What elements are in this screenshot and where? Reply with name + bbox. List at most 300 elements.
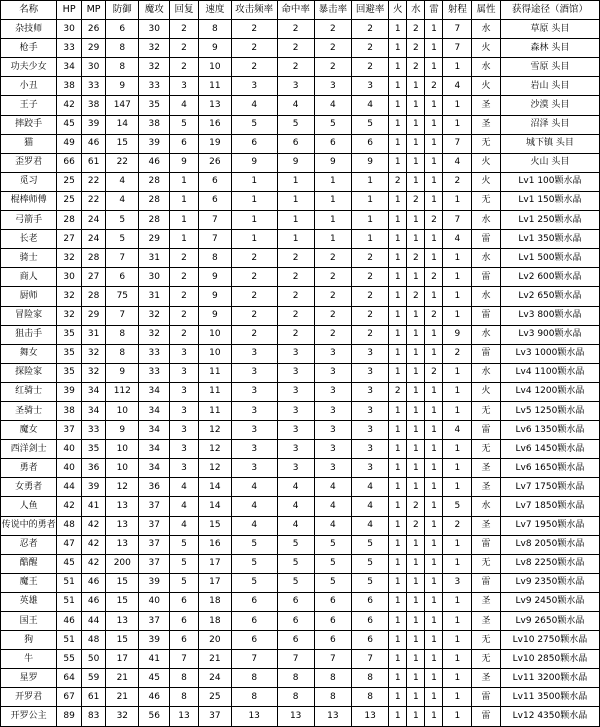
cell-acquisition: Lv1 250颗水晶: [500, 211, 599, 230]
cell-range: 5: [443, 497, 472, 516]
column-header-defense: 防御: [106, 1, 139, 20]
cell-attack-rate: 6: [231, 612, 277, 631]
cell-crit-rate: 13: [314, 707, 351, 726]
cell-acquisition: 城下镇 头目: [500, 134, 599, 153]
cell-fire: 1: [389, 688, 407, 707]
cell-attack-rate: 1: [231, 211, 277, 230]
cell-range: 1: [443, 382, 472, 401]
table-row: [1, 554, 600, 573]
cell-attack-rate: 2: [231, 39, 277, 58]
cell-name: 冒险家: [1, 306, 57, 325]
cell-thunder: 1: [425, 344, 443, 363]
cell-evade-rate: 13: [352, 707, 389, 726]
cell-defense: 9: [106, 77, 139, 96]
cell-thunder: 1: [425, 631, 443, 650]
cell-speed: 10: [198, 325, 231, 344]
cell-mp: 39: [81, 478, 105, 497]
cell-magic-attack: 33: [139, 363, 170, 382]
cell-mp: 41: [81, 497, 105, 516]
cell-defense: 13: [106, 612, 139, 631]
cell-thunder: 1: [425, 191, 443, 210]
cell-name: 国王: [1, 612, 57, 631]
column-header-hp: HP: [57, 1, 81, 20]
cell-evade-rate: 2: [352, 20, 389, 39]
cell-acquisition: Lv2 600颗水晶: [500, 268, 599, 287]
cell-speed: 11: [198, 77, 231, 96]
cell-evade-rate: 1: [352, 230, 389, 249]
cell-magic-attack: 34: [139, 382, 170, 401]
cell-speed: 17: [198, 573, 231, 592]
cell-hit-rate: 3: [277, 363, 314, 382]
cell-acquisition: Lv2 650颗水晶: [500, 287, 599, 306]
cell-fire: 1: [389, 440, 407, 459]
cell-hit-rate: 9: [277, 153, 314, 172]
cell-acquisition: Lv4 1200颗水晶: [500, 382, 599, 401]
cell-hit-rate: 2: [277, 306, 314, 325]
table-row: [1, 134, 600, 153]
column-header-range: 射程: [443, 1, 472, 20]
cell-evade-rate: 3: [352, 382, 389, 401]
cell-hp: 30: [57, 20, 81, 39]
cell-thunder: 1: [425, 554, 443, 573]
cell-defense: 15: [106, 134, 139, 153]
cell-evade-rate: 3: [352, 344, 389, 363]
cell-range: 1: [443, 440, 472, 459]
cell-recovery: 4: [170, 497, 199, 516]
cell-recovery: 3: [170, 421, 199, 440]
cell-range: 4: [443, 77, 472, 96]
cell-hit-rate: 4: [277, 478, 314, 497]
cell-name: 人鱼: [1, 497, 57, 516]
cell-water: 1: [407, 230, 425, 249]
table-header: [1, 1, 600, 20]
table-row: [1, 96, 600, 115]
cell-attack-rate: 1: [231, 191, 277, 210]
cell-range: 1: [443, 115, 472, 134]
cell-name: 狙击手: [1, 325, 57, 344]
cell-defense: 15: [106, 631, 139, 650]
cell-attribute: 无: [472, 134, 501, 153]
cell-recovery: 9: [170, 153, 199, 172]
cell-speed: 9: [198, 268, 231, 287]
cell-hp: 35: [57, 363, 81, 382]
cell-speed: 12: [198, 440, 231, 459]
cell-magic-attack: 36: [139, 478, 170, 497]
cell-recovery: 3: [170, 77, 199, 96]
cell-speed: 25: [198, 688, 231, 707]
cell-hit-rate: 2: [277, 58, 314, 77]
cell-attack-rate: 2: [231, 58, 277, 77]
cell-fire: 1: [389, 96, 407, 115]
cell-range: 9: [443, 325, 472, 344]
cell-mp: 48: [81, 631, 105, 650]
cell-acquisition: 草原 头目: [500, 20, 599, 39]
cell-hp: 38: [57, 401, 81, 420]
cell-attack-rate: 3: [231, 401, 277, 420]
cell-fire: 1: [389, 20, 407, 39]
cell-magic-attack: 46: [139, 153, 170, 172]
cell-defense: 21: [106, 669, 139, 688]
column-header-attack-rate: 攻击频率: [231, 1, 277, 20]
column-header-magic-attack: 魔攻: [139, 1, 170, 20]
cell-attribute: 水: [472, 325, 501, 344]
cell-speed: 20: [198, 631, 231, 650]
cell-hp: 25: [57, 191, 81, 210]
cell-hit-rate: 1: [277, 211, 314, 230]
cell-hit-rate: 2: [277, 39, 314, 58]
cell-range: 7: [443, 134, 472, 153]
cell-water: 1: [407, 535, 425, 554]
cell-recovery: 13: [170, 707, 199, 726]
cell-thunder: 1: [425, 573, 443, 592]
cell-hp: 42: [57, 497, 81, 516]
cell-mp: 36: [81, 459, 105, 478]
cell-hit-rate: 6: [277, 592, 314, 611]
cell-speed: 10: [198, 58, 231, 77]
cell-fire: 1: [389, 478, 407, 497]
cell-attack-rate: 5: [231, 573, 277, 592]
cell-magic-attack: 32: [139, 58, 170, 77]
cell-crit-rate: 2: [314, 58, 351, 77]
cell-name: 忍者: [1, 535, 57, 554]
cell-defense: 8: [106, 325, 139, 344]
cell-thunder: 1: [425, 688, 443, 707]
cell-fire: 1: [389, 669, 407, 688]
cell-speed: 24: [198, 669, 231, 688]
cell-speed: 12: [198, 459, 231, 478]
table-row: [1, 172, 600, 191]
cell-recovery: 1: [170, 172, 199, 191]
cell-water: 1: [407, 134, 425, 153]
cell-mp: 30: [81, 58, 105, 77]
cell-magic-attack: 37: [139, 535, 170, 554]
cell-crit-rate: 1: [314, 172, 351, 191]
cell-name: 星罗: [1, 669, 57, 688]
cell-hp: 39: [57, 382, 81, 401]
cell-crit-rate: 6: [314, 134, 351, 153]
cell-magic-attack: 40: [139, 592, 170, 611]
cell-evade-rate: 3: [352, 401, 389, 420]
cell-fire: 1: [389, 707, 407, 726]
cell-attribute: 水: [472, 497, 501, 516]
cell-recovery: 8: [170, 669, 199, 688]
cell-evade-rate: 2: [352, 249, 389, 268]
cell-mp: 29: [81, 39, 105, 58]
cell-defense: 12: [106, 478, 139, 497]
cell-thunder: 1: [425, 153, 443, 172]
cell-water: 2: [407, 39, 425, 58]
cell-crit-rate: 5: [314, 115, 351, 134]
cell-mp: 35: [81, 440, 105, 459]
cell-water: 1: [407, 363, 425, 382]
cell-defense: 10: [106, 440, 139, 459]
cell-fire: 1: [389, 631, 407, 650]
cell-hp: 51: [57, 592, 81, 611]
cell-defense: 4: [106, 191, 139, 210]
cell-water: 2: [407, 249, 425, 268]
table-row: [1, 535, 600, 554]
cell-magic-attack: 28: [139, 191, 170, 210]
cell-thunder: 1: [425, 96, 443, 115]
cell-evade-rate: 5: [352, 115, 389, 134]
table-row: [1, 401, 600, 420]
cell-name: 英雄: [1, 592, 57, 611]
table-row: [1, 421, 600, 440]
cell-attack-rate: 4: [231, 478, 277, 497]
cell-name: 圣骑士: [1, 401, 57, 420]
cell-hp: 27: [57, 230, 81, 249]
cell-mp: 33: [81, 77, 105, 96]
cell-hp: 51: [57, 573, 81, 592]
cell-crit-rate: 1: [314, 230, 351, 249]
cell-magic-attack: 33: [139, 77, 170, 96]
cell-mp: 28: [81, 287, 105, 306]
cell-crit-rate: 8: [314, 669, 351, 688]
cell-thunder: 1: [425, 230, 443, 249]
cell-attack-rate: 6: [231, 631, 277, 650]
cell-hit-rate: 5: [277, 554, 314, 573]
cell-speed: 26: [198, 153, 231, 172]
cell-hp: 32: [57, 287, 81, 306]
cell-hit-rate: 8: [277, 688, 314, 707]
cell-hp: 32: [57, 249, 81, 268]
table-row: [1, 268, 600, 287]
cell-attack-rate: 3: [231, 77, 277, 96]
cell-crit-rate: 3: [314, 421, 351, 440]
table-row: [1, 249, 600, 268]
cell-acquisition: Lv8 2050颗水晶: [500, 535, 599, 554]
cell-water: 2: [407, 20, 425, 39]
cell-defense: 21: [106, 688, 139, 707]
cell-hit-rate: 6: [277, 612, 314, 631]
cell-defense: 7: [106, 306, 139, 325]
cell-attack-rate: 2: [231, 306, 277, 325]
cell-evade-rate: 8: [352, 669, 389, 688]
cell-defense: 8: [106, 344, 139, 363]
cell-attribute: 雷: [472, 230, 501, 249]
cell-fire: 2: [389, 172, 407, 191]
cell-mp: 31: [81, 325, 105, 344]
cell-evade-rate: 3: [352, 77, 389, 96]
cell-magic-attack: 45: [139, 669, 170, 688]
cell-crit-rate: 2: [314, 268, 351, 287]
cell-hp: 89: [57, 707, 81, 726]
cell-fire: 1: [389, 153, 407, 172]
cell-thunder: 1: [425, 134, 443, 153]
cell-hp: 45: [57, 554, 81, 573]
cell-fire: 1: [389, 612, 407, 631]
cell-speed: 18: [198, 592, 231, 611]
cell-recovery: 5: [170, 554, 199, 573]
cell-attribute: 火: [472, 172, 501, 191]
column-header-evade-rate: 回避率: [352, 1, 389, 20]
cell-range: 1: [443, 401, 472, 420]
cell-evade-rate: 3: [352, 363, 389, 382]
cell-acquisition: Lv1 350颗水晶: [500, 230, 599, 249]
cell-name: 骑士: [1, 249, 57, 268]
cell-range: 1: [443, 669, 472, 688]
cell-range: 1: [443, 592, 472, 611]
cell-fire: 1: [389, 535, 407, 554]
cell-magic-attack: 30: [139, 268, 170, 287]
cell-attribute: 雷: [472, 268, 501, 287]
cell-attribute: 无: [472, 401, 501, 420]
cell-mp: 39: [81, 115, 105, 134]
cell-crit-rate: 2: [314, 39, 351, 58]
cell-attribute: 水: [472, 211, 501, 230]
cell-name: 狗: [1, 631, 57, 650]
cell-crit-rate: 1: [314, 211, 351, 230]
cell-defense: 13: [106, 497, 139, 516]
column-header-crit-rate: 暴击率: [314, 1, 351, 20]
cell-recovery: 1: [170, 191, 199, 210]
cell-recovery: 3: [170, 344, 199, 363]
cell-speed: 17: [198, 554, 231, 573]
cell-acquisition: Lv7 1950颗水晶: [500, 516, 599, 535]
cell-defense: 112: [106, 382, 139, 401]
cell-fire: 1: [389, 77, 407, 96]
cell-fire: 1: [389, 401, 407, 420]
cell-speed: 7: [198, 230, 231, 249]
cell-magic-attack: 37: [139, 612, 170, 631]
table-row: [1, 191, 600, 210]
cell-attribute: 水: [472, 363, 501, 382]
cell-range: 4: [443, 421, 472, 440]
cell-acquisition: Lv6 1650颗水晶: [500, 459, 599, 478]
cell-mp: 42: [81, 516, 105, 535]
cell-acquisition: 森林 头目: [500, 39, 599, 58]
cell-water: 1: [407, 96, 425, 115]
cell-evade-rate: 7: [352, 650, 389, 669]
cell-fire: 1: [389, 363, 407, 382]
cell-hp: 37: [57, 421, 81, 440]
cell-acquisition: Lv6 1350颗水晶: [500, 421, 599, 440]
cell-mp: 32: [81, 344, 105, 363]
column-header-speed: 速度: [198, 1, 231, 20]
cell-attack-rate: 6: [231, 134, 277, 153]
cell-defense: 14: [106, 115, 139, 134]
cell-water: 1: [407, 688, 425, 707]
cell-magic-attack: 33: [139, 344, 170, 363]
cell-crit-rate: 3: [314, 440, 351, 459]
cell-defense: 4: [106, 172, 139, 191]
cell-name: 摔跤手: [1, 115, 57, 134]
cell-hit-rate: 3: [277, 382, 314, 401]
cell-hit-rate: 7: [277, 650, 314, 669]
cell-magic-attack: 32: [139, 325, 170, 344]
cell-water: 1: [407, 707, 425, 726]
cell-thunder: 1: [425, 535, 443, 554]
cell-magic-attack: 32: [139, 306, 170, 325]
cell-evade-rate: 1: [352, 172, 389, 191]
cell-defense: 9: [106, 363, 139, 382]
cell-crit-rate: 5: [314, 573, 351, 592]
cell-thunder: 1: [425, 421, 443, 440]
cell-range: 1: [443, 287, 472, 306]
cell-hit-rate: 4: [277, 497, 314, 516]
cell-crit-rate: 4: [314, 478, 351, 497]
cell-hp: 55: [57, 650, 81, 669]
cell-recovery: 6: [170, 134, 199, 153]
cell-fire: 1: [389, 58, 407, 77]
cell-crit-rate: 2: [314, 287, 351, 306]
cell-mp: 59: [81, 669, 105, 688]
cell-hp: 25: [57, 172, 81, 191]
cell-mp: 29: [81, 306, 105, 325]
cell-range: 1: [443, 249, 472, 268]
cell-fire: 1: [389, 650, 407, 669]
cell-fire: 1: [389, 39, 407, 58]
cell-name: 小丑: [1, 77, 57, 96]
cell-acquisition: Lv1 500颗水晶: [500, 249, 599, 268]
table-row: [1, 306, 600, 325]
cell-range: 1: [443, 191, 472, 210]
cell-evade-rate: 2: [352, 287, 389, 306]
cell-fire: 1: [389, 592, 407, 611]
cell-recovery: 2: [170, 325, 199, 344]
cell-hit-rate: 5: [277, 115, 314, 134]
cell-acquisition: Lv11 3200颗水晶: [500, 669, 599, 688]
cell-magic-attack: 38: [139, 115, 170, 134]
cell-fire: 1: [389, 497, 407, 516]
table-row: [1, 39, 600, 58]
cell-name: 开罗君: [1, 688, 57, 707]
cell-attribute: 雷: [472, 306, 501, 325]
cell-evade-rate: 3: [352, 421, 389, 440]
table-row: [1, 363, 600, 382]
cell-range: 4: [443, 153, 472, 172]
cell-range: 1: [443, 459, 472, 478]
cell-water: 1: [407, 344, 425, 363]
cell-crit-rate: 9: [314, 153, 351, 172]
cell-speed: 13: [198, 96, 231, 115]
cell-evade-rate: 5: [352, 573, 389, 592]
cell-fire: 1: [389, 211, 407, 230]
cell-attack-rate: 5: [231, 535, 277, 554]
cell-attack-rate: 2: [231, 20, 277, 39]
cell-name: 弓箭手: [1, 211, 57, 230]
cell-attribute: 无: [472, 191, 501, 210]
cell-thunder: 2: [425, 77, 443, 96]
cell-water: 1: [407, 382, 425, 401]
cell-acquisition: 沙漠 头目: [500, 96, 599, 115]
cell-attribute: 雷: [472, 707, 501, 726]
table-row: [1, 325, 600, 344]
cell-name: 枪手: [1, 39, 57, 58]
cell-range: 1: [443, 535, 472, 554]
cell-crit-rate: 3: [314, 401, 351, 420]
cell-hit-rate: 3: [277, 77, 314, 96]
cell-defense: 13: [106, 535, 139, 554]
cell-range: 7: [443, 211, 472, 230]
cell-fire: 2: [389, 382, 407, 401]
cell-fire: 1: [389, 134, 407, 153]
table-row: [1, 153, 600, 172]
column-header-acquisition: 获得途径（酒馆）: [500, 1, 599, 20]
cell-evade-rate: 2: [352, 58, 389, 77]
cell-magic-attack: 37: [139, 554, 170, 573]
cell-mp: 50: [81, 650, 105, 669]
cell-attribute: 火: [472, 39, 501, 58]
cell-range: 1: [443, 554, 472, 573]
cell-evade-rate: 2: [352, 39, 389, 58]
cell-magic-attack: 35: [139, 96, 170, 115]
cell-recovery: 1: [170, 211, 199, 230]
cell-name: 猫: [1, 134, 57, 153]
cell-hp: 34: [57, 58, 81, 77]
cell-crit-rate: 3: [314, 77, 351, 96]
cell-crit-rate: 3: [314, 382, 351, 401]
